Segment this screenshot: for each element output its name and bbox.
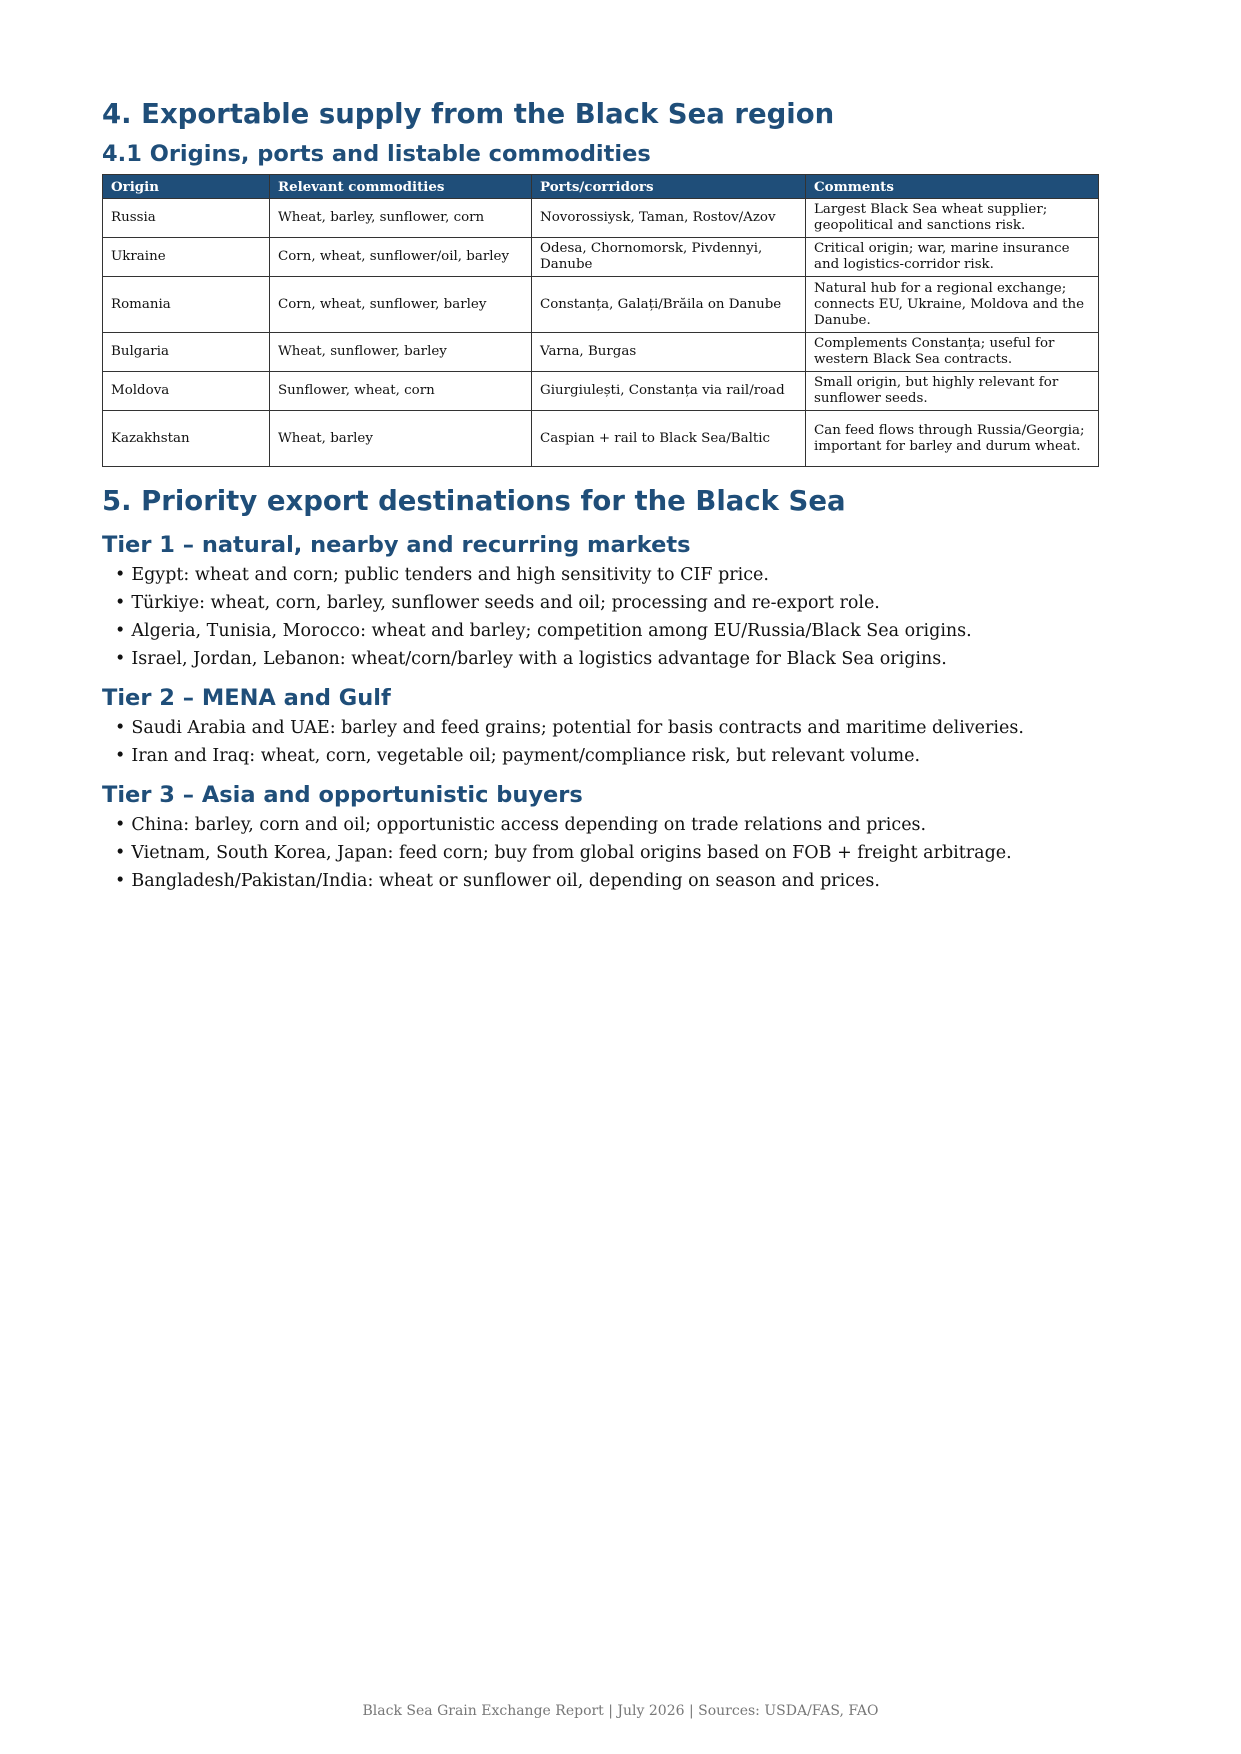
list-item: • Saudi Arabia and UAE: barley and feed grains; potential for basis contracts and maritime deliveries. [115, 714, 1098, 742]
cell-origin: Kazakhstan [103, 411, 270, 467]
list-item: • Iran and Iraq: wheat, corn, vegetable oil; payment/compliance risk, but relevant volume. [115, 742, 1098, 770]
cell-ports: Varna, Burgas [532, 333, 806, 372]
page-footer: Black Sea Grain Exchange Report | July 2026 | Sources: USDA/FAS, FAO [362, 1703, 879, 1719]
list-item: • Algeria, Tunisia, Morocco: wheat and barley; competition among EU/Russia/Black Sea origins. [115, 617, 1098, 645]
subsection-4-1-heading: 4.1 Origins, ports and listable commodities [102, 141, 651, 167]
table-row [103, 372, 1099, 411]
list-item: • Bangladesh/Pakistan/India: wheat or sunflower oil, depending on season and prices. [115, 867, 1098, 895]
table-row [103, 333, 1099, 372]
origins-table [102, 174, 1099, 467]
section-5-heading: 5. Priority export destinations for the Black Sea [102, 485, 846, 517]
cell-origin: Moldova [103, 372, 270, 411]
cell-commodities: Wheat, barley [270, 411, 532, 467]
list-item: • Vietnam, South Korea, Japan: feed corn; buy from global origins based on FOB + freight arbitrage. [115, 839, 1098, 867]
tier-1-list [102, 561, 1098, 673]
cell-commodities: Corn, wheat, sunflower/oil, barley [270, 238, 532, 277]
tier-3-list [102, 811, 1098, 895]
cell-ports: Caspian + rail to Black Sea/Baltic [532, 411, 806, 467]
cell-origin: Russia [103, 199, 270, 238]
table-row [103, 238, 1099, 277]
cell-commodities: Sunflower, wheat, corn [270, 372, 532, 411]
header-commodities: Relevant commodities [270, 175, 532, 199]
cell-ports: Odesa, Chornomorsk, Pivdennyi, Danube [532, 238, 806, 277]
cell-origin: Romania [103, 277, 270, 333]
table-header-row [103, 175, 1099, 199]
cell-ports: Novorossiysk, Taman, Rostov/Azov [532, 199, 806, 238]
list-item: • China: barley, corn and oil; opportunistic access depending on trade relations and prices. [115, 811, 1098, 839]
tier-1-heading: Tier 1 – natural, nearby and recurring markets [102, 532, 691, 558]
cell-origin: Bulgaria [103, 333, 270, 372]
cell-comments: Complements Constanța; useful for western Black Sea contracts. [806, 333, 1099, 372]
cell-comments: Can feed flows through Russia/Georgia; important for barley and durum wheat. [806, 411, 1099, 467]
header-origin: Origin [103, 175, 270, 199]
list-item: • Egypt: wheat and corn; public tenders and high sensitivity to CIF price. [115, 561, 1098, 589]
report-page [102, 94, 1098, 895]
section-4-heading: 4. Exportable supply from the Black Sea region [102, 98, 835, 130]
cell-commodities: Corn, wheat, sunflower, barley [270, 277, 532, 333]
table-row [103, 411, 1099, 467]
cell-comments: Small origin, but highly relevant for sunflower seeds. [806, 372, 1099, 411]
list-item: • Türkiye: wheat, corn, barley, sunflower seeds and oil; processing and re-export role. [115, 589, 1098, 617]
tier-2-heading: Tier 2 – MENA and Gulf [102, 685, 391, 711]
table-row [103, 277, 1099, 333]
cell-commodities: Wheat, barley, sunflower, corn [270, 199, 532, 238]
tier-2-list [102, 714, 1098, 770]
list-item: • Israel, Jordan, Lebanon: wheat/corn/barley with a logistics advantage for Black Sea origins. [115, 645, 1098, 673]
cell-commodities: Wheat, sunflower, barley [270, 333, 532, 372]
header-ports: Ports/corridors [532, 175, 806, 199]
tier-3-heading: Tier 3 – Asia and opportunistic buyers [102, 782, 583, 808]
cell-origin: Ukraine [103, 238, 270, 277]
cell-comments: Natural hub for a regional exchange; connects EU, Ukraine, Moldova and the Danube. [806, 277, 1099, 333]
cell-comments: Largest Black Sea wheat supplier; geopolitical and sanctions risk. [806, 199, 1099, 238]
cell-ports: Giurgiulești, Constanța via rail/road [532, 372, 806, 411]
table-row [103, 199, 1099, 238]
header-comments: Comments [806, 175, 1099, 199]
cell-ports: Constanța, Galați/Brăila on Danube [532, 277, 806, 333]
cell-comments: Critical origin; war, marine insurance and logistics-corridor risk. [806, 238, 1099, 277]
